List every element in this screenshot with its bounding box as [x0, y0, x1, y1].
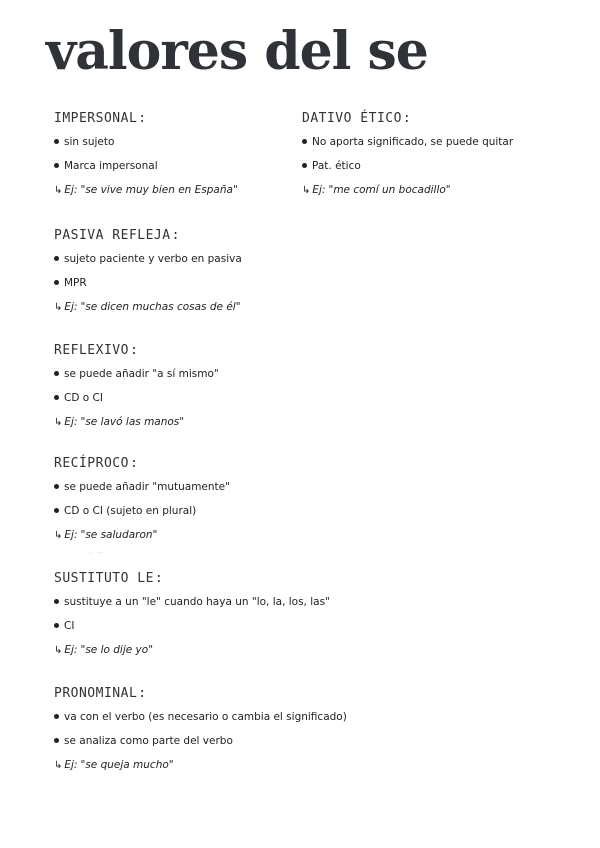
page-title: valores del se — [46, 21, 428, 82]
list-item: va con el verbo (es necesario o cambia el significado) — [54, 710, 347, 724]
section-heading: SUSTITUTO LE — [54, 571, 154, 586]
section-impersonal: IMPERSONAL: sin sujeto Marca impersonal ↳ Ej: "se vive muy bien en España" — [54, 111, 238, 196]
list-item: se puede añadir "mutuamente" — [54, 480, 230, 494]
list-item: CD o CI (sujeto en plural) — [54, 504, 230, 518]
example-line: ↳ Ej: "se lavó las manos" — [54, 416, 185, 428]
list-item: Marca impersonal — [54, 159, 238, 173]
bullet-icon — [54, 508, 59, 513]
section-heading: PASIVA REFLEJA — [54, 228, 171, 243]
arrow-icon: ↳ — [302, 185, 311, 196]
bullet-icon — [54, 371, 59, 376]
bullet-icon — [54, 714, 59, 719]
list-item: se puede añadir "a sí mismo" — [54, 367, 219, 381]
example-line: ↳ Ej: "se vive muy bien en España" — [54, 184, 238, 196]
bullet-icon — [302, 139, 307, 144]
example-line: ↳ Ej: "se lo dije yo" — [54, 644, 154, 656]
list-item: MPR — [54, 276, 242, 290]
section-reciproco: RECÍPROCO: se puede añadir "mutuamente" CD o CI (sujeto en plural) ↳ Ej: "se saludaron" — [54, 456, 230, 541]
bullet-icon — [54, 395, 59, 400]
list-item: CI — [54, 619, 330, 633]
bullet-icon — [54, 139, 59, 144]
example-line: ↳ Ej: "me comí un bocadillo" — [302, 184, 451, 196]
list-item: sustituye a un "le" cuando haya un "lo, la, los, las" — [54, 595, 330, 609]
arrow-icon: ↳ — [54, 417, 63, 428]
arrow-icon: ↳ — [54, 760, 63, 771]
arrow-icon: ↳ — [54, 302, 63, 313]
section-pasiva-refleja: PASIVA REFLEJA: sujeto paciente y verbo en pasiva MPR ↳ Ej: "se dicen muchas cosas de él" — [54, 228, 242, 313]
arrow-icon: ↳ — [54, 530, 63, 541]
bullet-icon — [54, 280, 59, 285]
bullet-icon — [54, 163, 59, 168]
bullet-icon — [54, 738, 59, 743]
list-item: CD o CI — [54, 391, 219, 405]
bullet-icon — [54, 623, 59, 628]
section-heading: DATIVO ÉTICO — [302, 111, 402, 126]
bullet-icon — [54, 484, 59, 489]
arrow-icon: ↳ — [54, 645, 63, 656]
example-line: ↳ Ej: "se queja mucho" — [54, 759, 174, 771]
section-dativo-etico: DATIVO ÉTICO: No aporta significado, se puede quitar Pat. ético ↳ Ej: "me comí un bocadillo" — [302, 111, 514, 196]
bullet-icon — [54, 256, 59, 261]
section-reflexivo: REFLEXIVO: se puede añadir "a sí mismo" CD o CI ↳ Ej: "se lavó las manos" — [54, 343, 219, 428]
section-heading: PRONOMINAL — [54, 686, 138, 701]
list-item: No aporta significado, se puede quitar — [302, 135, 513, 149]
section-sustituto-le: SUSTITUTO LE: sustituye a un "le" cuando haya un "lo, la, los, las" CI ↳ Ej: "se lo dije yo" — [54, 571, 330, 656]
bullet-icon — [302, 163, 307, 168]
list-item: se analiza como parte del verbo — [54, 734, 347, 748]
list-item: Pat. ético — [302, 159, 513, 173]
list-item: sin sujeto — [54, 135, 238, 149]
arrow-icon: ↳ — [54, 185, 63, 196]
example-line: ↳ Ej: "se dicen muchas cosas de él" — [54, 301, 241, 313]
example-line: ↳ Ej: "se saludaron" — [54, 529, 158, 541]
section-heading: RECÍPROCO — [54, 456, 129, 471]
ink-smudge: ⁘ ··· — [88, 549, 103, 557]
section-heading: REFLEXIVO — [54, 343, 129, 358]
list-item: sujeto paciente y verbo en pasiva — [54, 252, 242, 266]
section-pronominal: PRONOMINAL: va con el verbo (es necesario o cambia el significado) se analiza como parte del verbo ↳ Ej: "se queja mucho" — [54, 686, 347, 771]
bullet-icon — [54, 599, 59, 604]
section-heading: IMPERSONAL — [54, 111, 138, 126]
